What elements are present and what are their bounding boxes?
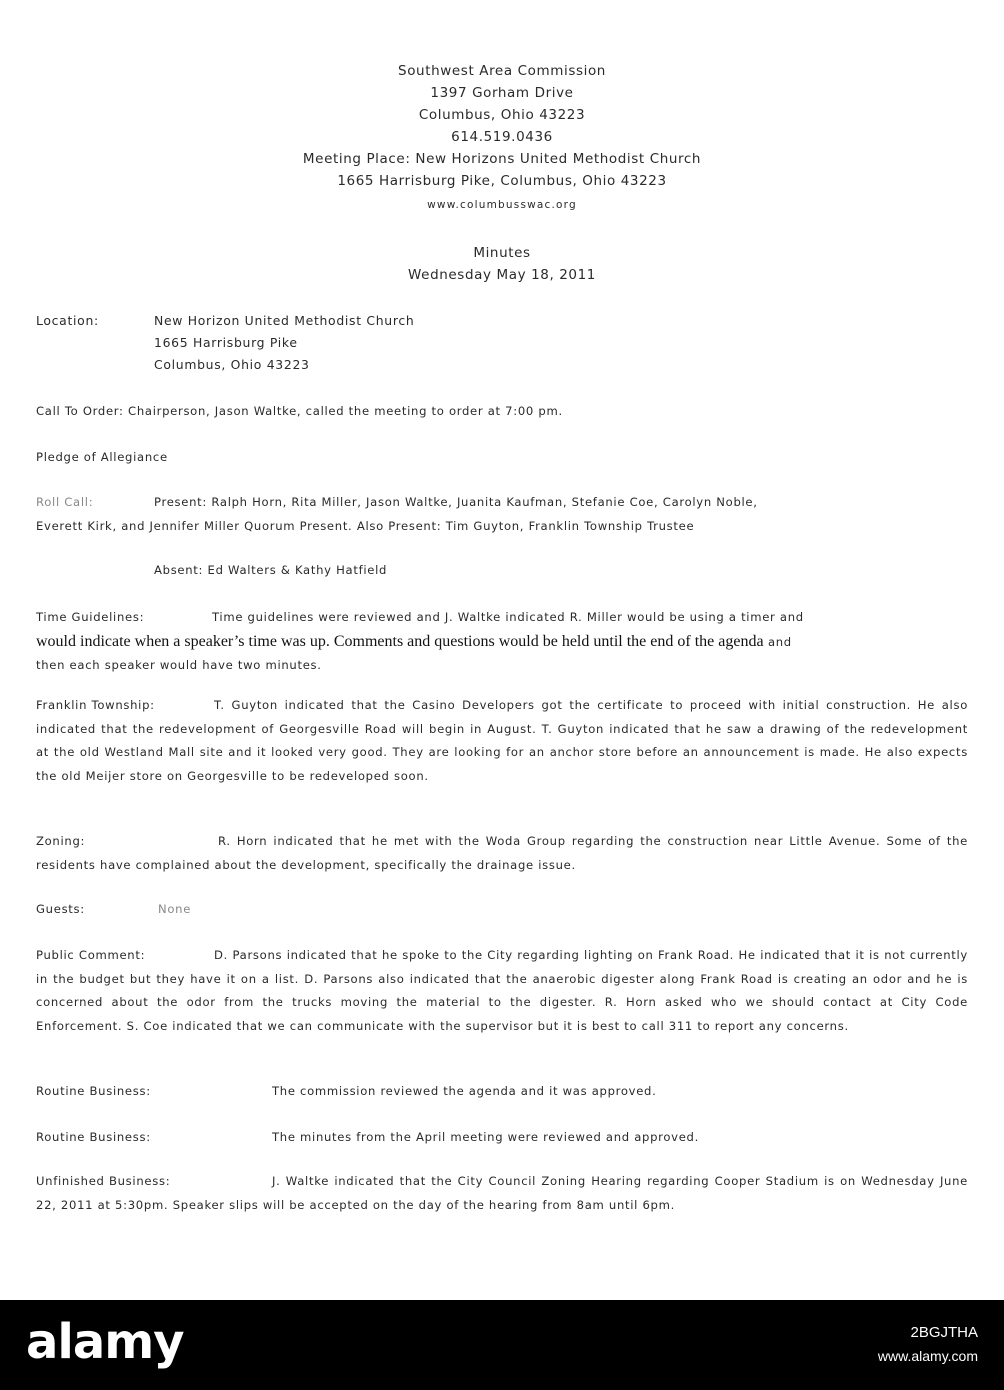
public-comment-section (36, 944, 968, 1038)
alamy-url: www.alamy.com (877, 1348, 978, 1364)
time-guidelines-line3: then each speaker would have two minutes. (36, 658, 322, 672)
location-line2: 1665 Harrisburg Pike (154, 335, 298, 350)
letterhead (0, 60, 1004, 218)
roll-call-present: Present: Ralph Horn, Rita Miller, Jason Waltke, Juanita Kaufman, Stefanie Coe, Carolyn Noble, (154, 495, 758, 509)
unfinished-business-text: J. Waltke indicated that the City Council Zoning Hearing regarding Cooper Stadium is on Wednesday June 22, 2011 at 5:30pm. Speaker slips will be accepted on the day of the hearing from 8am until 6pm. (36, 1174, 968, 1212)
org-website: www.columbusswac.org (427, 199, 577, 211)
org-city: Columbus, Ohio 43223 (418, 107, 586, 123)
franklin-township-text: T. Guyton indicated that the Casino Developers got the certificate to proceed with initial construction. He also indicated that the redevelopment of Georgesville Road will begin in August. T. Guyton indicated that he saw a drawing of the redevelopment at the old Westland Mall site and it looked very good. They are looking for an anchor store before an announcement is made. He also expects the old Meijer store on Georgesville to be redeveloped soon. (36, 698, 968, 783)
pledge-of-allegiance: Pledge of Allegiance (36, 450, 168, 464)
routine-business-1 (36, 1080, 968, 1104)
public-comment-label: Public Comment: (36, 948, 146, 962)
roll-call-absent: Absent: Ed Walters & Kathy Hatfield (154, 563, 388, 577)
routine-business-2-label: Routine Business: (36, 1130, 151, 1144)
location-line3: Columbus, Ohio 43223 (154, 357, 310, 372)
guests-label: Guests: (36, 902, 85, 916)
roll-call-section (36, 491, 968, 538)
roll-call-label: Roll Call: (36, 495, 94, 509)
routine-business-2 (36, 1126, 968, 1150)
call-to-order: Call To Order: Chairperson, Jason Waltke, called the meeting to order at 7:00 pm. (36, 404, 563, 418)
unfinished-business-section (36, 1170, 968, 1217)
org-street: 1397 Gorham Drive (430, 85, 574, 101)
roll-call-present-cont: Everett Kirk, and Jennifer Miller Quorum Present. Also Present: Tim Guyton, Franklin Township Trustee (36, 518, 695, 533)
time-guidelines-line1: Time guidelines were reviewed and J. Waltke indicated R. Miller would be using a timer and (212, 610, 804, 624)
meeting-address: 1665 Harrisburg Pike, Columbus, Ohio 43223 (337, 173, 667, 189)
stock-watermark-bar (0, 1300, 1004, 1390)
zoning-label: Zoning: (36, 834, 86, 848)
routine-business-1-text: The commission reviewed the agenda and it was approved. (272, 1084, 657, 1098)
image-id: 2BGJTHA (910, 1324, 978, 1341)
public-comment-text: D. Parsons indicated that he spoke to the City regarding lighting on Frank Road. He indicated that it is not currently in the budget but they have it on a list. D. Parsons also indicated that the anaerobic digester along Frank Road is creating an odor and he is concerned about the odor from the trucks moving the material to the digester. R. Horn asked who we should contact at City Code Enforcement. S. Coe indicated that we can communicate with the supervisor but it is best to call 311 to report any concerns. (36, 948, 968, 1033)
zoning-section (36, 830, 968, 877)
minutes-date: Wednesday May 18, 2011 (408, 267, 596, 283)
time-guidelines-label: Time Guidelines: (36, 610, 145, 624)
franklin-township-label: Franklin Township: (36, 698, 155, 712)
alamy-logo: alamy (26, 1314, 184, 1370)
org-name: Southwest Area Commission (398, 63, 606, 79)
org-phone: 614.519.0436 (451, 129, 553, 145)
time-guidelines-section (36, 606, 968, 678)
minutes-title (0, 242, 1004, 286)
guests-text: None (158, 902, 192, 916)
meeting-place: Meeting Place: New Horizons United Methodist Church (302, 151, 702, 167)
guests-section (36, 898, 968, 922)
location-line1: New Horizon United Methodist Church (154, 313, 415, 328)
location-label: Location: (36, 313, 99, 328)
location-section (36, 310, 968, 376)
minutes-label: Minutes (473, 245, 531, 261)
unfinished-business-label: Unfinished Business: (36, 1174, 171, 1188)
routine-business-2-text: The minutes from the April meeting were reviewed and approved. (272, 1130, 699, 1144)
routine-business-1-label: Routine Business: (36, 1084, 151, 1098)
time-guidelines-line2: would indicate when a speaker’s time was up. Comments and questions would be held until the end of the agenda (36, 632, 764, 650)
time-guidelines-line2-tail: and (767, 634, 792, 649)
zoning-text: R. Horn indicated that he met with the Woda Group regarding the construction near Little Avenue. Some of the residents have complained about the development, specifically the drainage issue. (36, 834, 968, 872)
franklin-township-section (36, 694, 968, 788)
